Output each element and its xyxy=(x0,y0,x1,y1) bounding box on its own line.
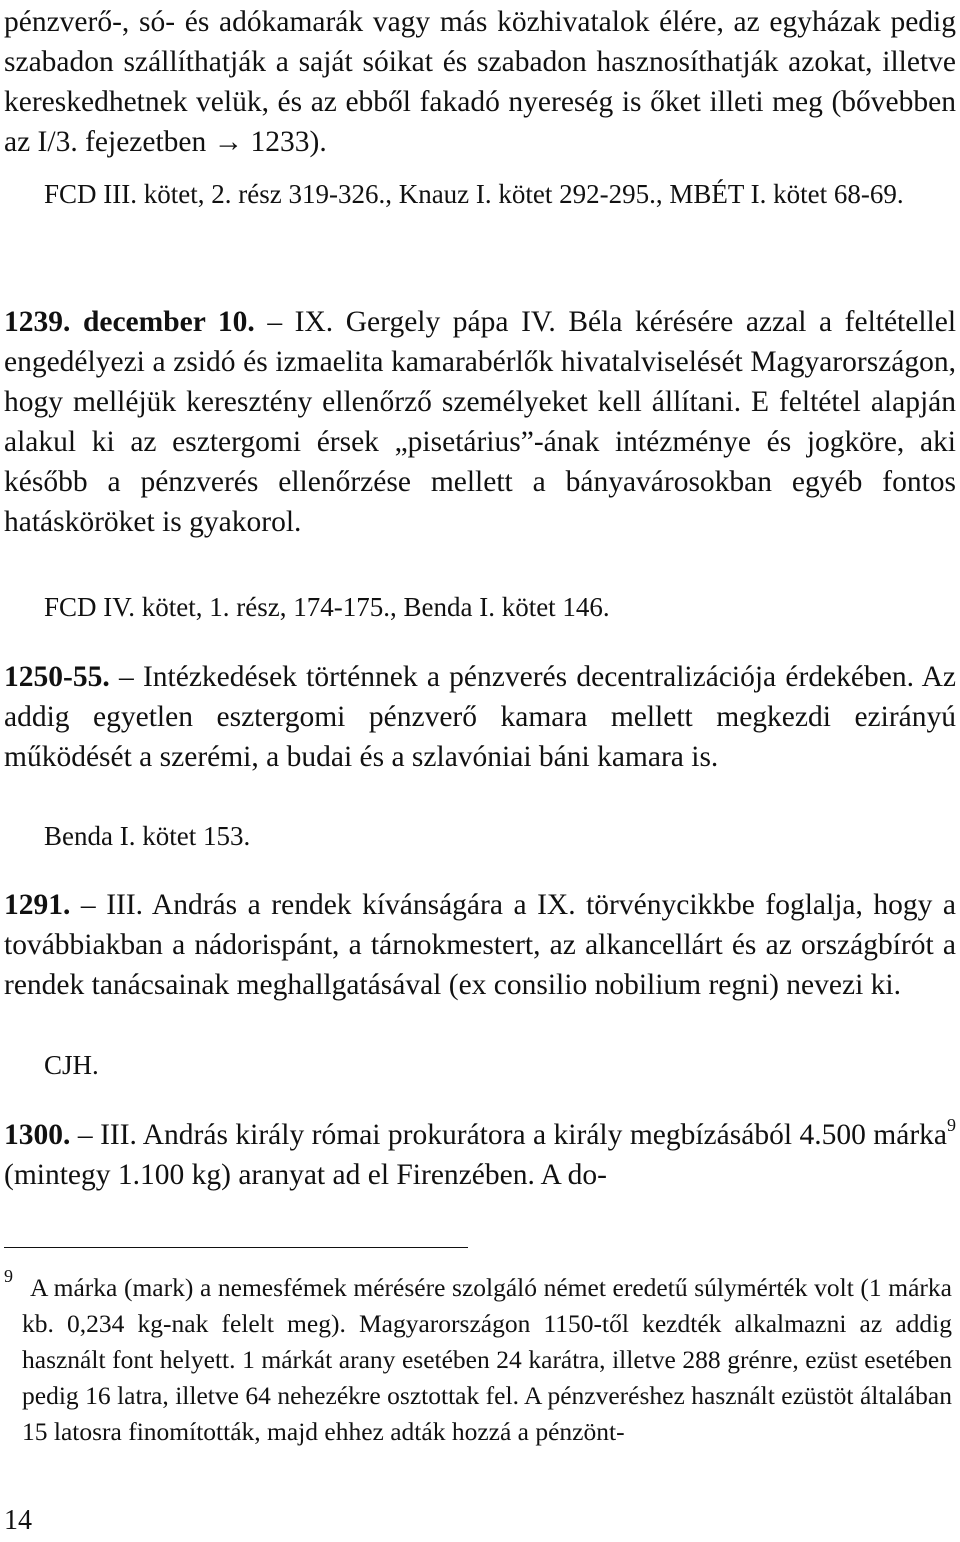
entry-dash: – xyxy=(118,661,134,693)
entry-reference: Benda I. kötet 153. xyxy=(44,821,251,851)
entry-text-continued: (mintegy 1.100 kg) aranyat ad el Firenzében. A do- xyxy=(4,1159,607,1191)
entry-text: III. András király római prokurátora a király megbízásából 4.500 márka xyxy=(100,1119,948,1151)
intro-text: pénzverő-, só- és adókamarák vagy más közhivatalok élére, az egyházak pedig szabadon szállíthatják a saját sóikat és szabadon hasznosíthatják azokat, illetve kereskedhetnek velük, és az ebből fakadó nyereség is őket illeti meg (bővebben az I/3. fejezetben → 1233). xyxy=(4,6,956,158)
entry-date: 1239. december 10. xyxy=(4,306,255,338)
entry-date: 1291. xyxy=(4,889,71,921)
entry-1291 xyxy=(4,885,956,1005)
entry-date: 1300. xyxy=(4,1119,71,1151)
intro-paragraph xyxy=(4,2,956,162)
intro-reference: FCD III. kötet, 2. rész 319-326., Knauz I. kötet 292-295., MBÉT I. kötet 68-69. xyxy=(44,179,904,209)
entry-text: Intézkedések történnek a pénzverés decentralizációja érdekében. Az addig egyetlen esztergomi pénzverő kamara mellett megkezdi ezirányú működését a szerémi, a budai és a szlavóniai báni kamara is. xyxy=(4,661,956,773)
footnote-marker[interactable]: 9 xyxy=(947,1115,957,1135)
footnote-text: A márka (mark) a nemesfémek mérésére szolgáló német eredetű súlymérték volt (1 márka kb. 0,234 kg-nak felelt meg). Magyarországon 1150-től kezdték alkalmazni az addig használt font helyett. 1 márkát arany esetében 24 karátra, illetve 288 grénre, ezüst esetében pedig 16 latra, illetve 64 nehezékre osztottak fel. A pénzveréshez használt ezüstöt általában 15 latosra finomították, majd ehhez adták hozzá a pénzönt- xyxy=(22,1273,952,1446)
entry-reference: CJH. xyxy=(44,1050,99,1080)
entry-date: 1250-55. xyxy=(4,661,110,693)
entry-dash: – xyxy=(80,889,96,921)
entry-dash: – xyxy=(267,306,283,338)
footnote-number: 9 xyxy=(4,1266,13,1286)
entry-dash: – xyxy=(77,1119,93,1151)
page-number: 14 xyxy=(4,1505,32,1536)
entry-1300 xyxy=(4,1115,956,1195)
entry-1250-55 xyxy=(4,657,956,777)
entry-reference: FCD IV. kötet, 1. rész, 174-175., Benda I. kötet 146. xyxy=(44,592,610,622)
entry-text: III. András a rendek kívánságára a IX. törvénycikkbe foglalja, hogy a továbbiakban a nádorispánt, a tárnokmestert, az alkancellárt és az országbírót a rendek tanácsainak meghallgatásával (ex consilio nobilium regni) nevezi ki. xyxy=(4,889,957,1001)
footnote-separator xyxy=(4,1247,468,1248)
entry-1239 xyxy=(4,302,956,542)
entry-text: IX. Gergely pápa IV. Béla kérésére azzal a feltétellel engedélyezi a zsidó és izmaelita kamarabérlők hivatalviselését Magyarországon, hogy melléjük keresztény ellenőrző személyeket kell állítani. E feltétel alapján alakul ki az esztergomi érsek „pisetárius”-ának intézménye és jogköre, aki később a pénzverés ellenőrzése mellett a bányavárosokban egyéb fontos hatásköröket is gyakorol. xyxy=(4,306,957,538)
